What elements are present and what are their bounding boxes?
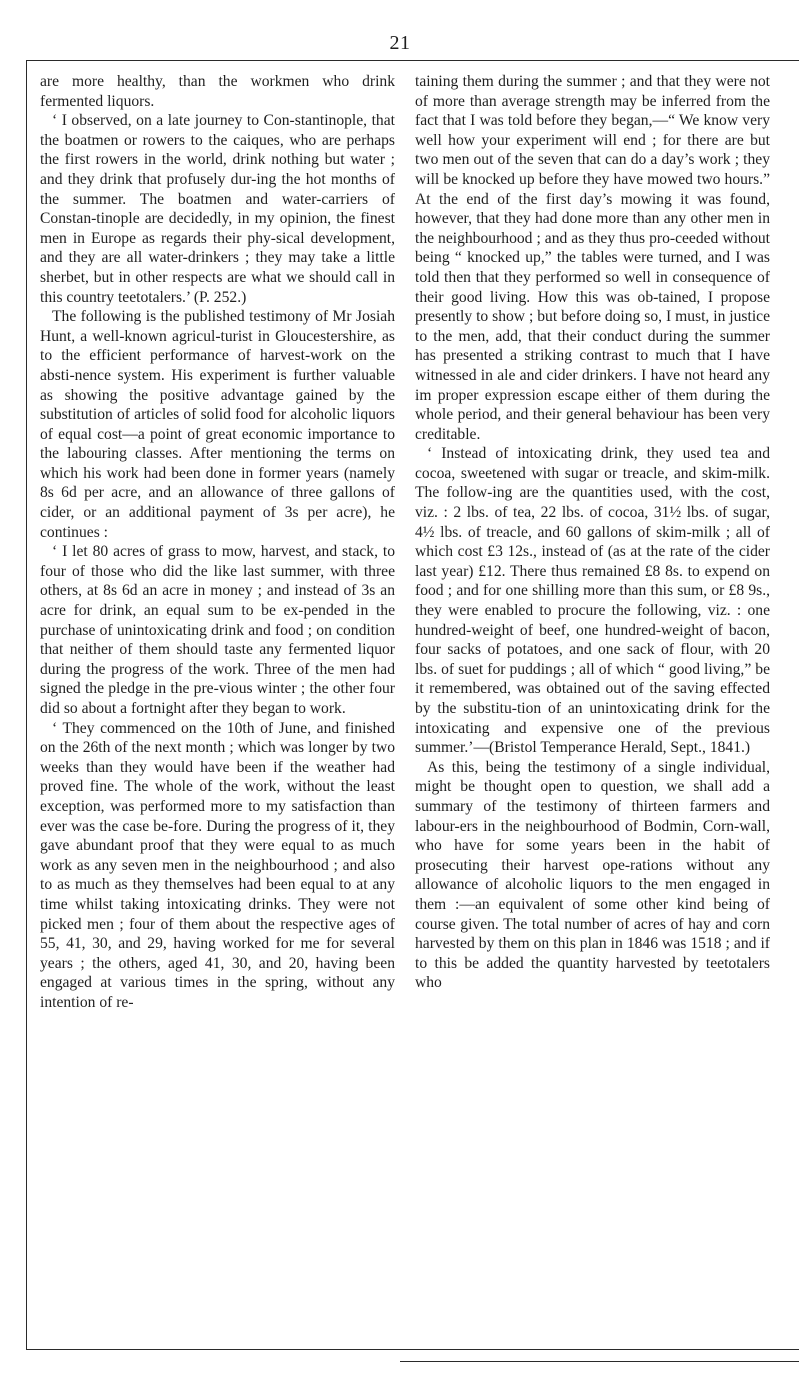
bottom-rule xyxy=(400,1361,799,1362)
left-paragraph-5: ‘ They commenced on the 10th of June, and finished on the 26th of the next month ; which was longer by two weeks than they would have been if the weather had proved fine. The whole of the work, without the least exception, was performed more to my satisfaction than ever was the case be-fore. During the progress of it, they gave abundant proof that they were equal to as much work as any seven men in the neighbourhood ; and also to as much as they themselves had been equal to at any time whilst taking intoxicating drinks. They were not picked men ; four of them about the respective ages of 55, 41, 30, and 29, having worked for me for several years ; the others, aged 41, 30, and 20, having been engaged at various times in the spring, without any intention of re- xyxy=(40,719,395,1011)
left-paragraph-3: The following is the published testimony of Mr Josiah Hunt, a well-known agricul-turist in Gloucestershire, as to the efficient performance of harvest-work on the absti-nence system. His experiment is further valuable as showing the positive advantage gained by the substitution of articles of solid food for alcoholic liquors of equal cost—a point of great economic importance to the labouring classes. After mentioning the terms on which his work had been done in former years (namely 8s 6d per acre, and an allowance of three gallons of cider, or an additional payment of 3s per acre), he continues : xyxy=(40,308,395,541)
left-paragraph-1: are more healthy, than the workmen who drink fermented liquors. xyxy=(40,73,395,110)
left-paragraph-4: ‘ I let 80 acres of grass to mow, harvest, and stack, to four of those who did the like last summer, with three others, at 8s 6d an acre in money ; and instead of 3s an acre for drink, an equal sum to be ex-pended in the purchase of unintoxicating drink and food ; on condition that neither of them should taste any fermented liquor during the progress of the work. Three of the men had signed the pledge in the pre-vious winter ; the other four did so about a fortnight after they began to work. xyxy=(40,543,395,717)
right-paragraph-3: As this, being the testimony of a single individual, might be thought open to question, we shall add a summary of the testimony of thirteen farmers and labour-ers in the neighbourhood of Bodmin, Corn-wall, who have for some years been in the habit of prosecuting their harvest ope-rations without any allowance of alcoholic liquors to the men engaged in them :—an equivalent of some other kind being of course given. The total number of acres of hay and corn harvested by them on this plan in 1846 was 1518 ; and if to this be added the quantity harvested by teetotalers who xyxy=(415,758,770,992)
left-column xyxy=(40,72,395,1013)
left-paragraph-2: ‘ I observed, on a late journey to Con-stantinople, that the boatmen or rowers to the caiques, who are perhaps the first rowers in the world, drink nothing but water ; and they drink that profusely dur-ing the hot months of the summer. The boatmen and water-carriers of Constan-tinople are decidedly, in my opinion, the finest men in Europe as regards their phy-sical development, and they are all water-drinkers ; they may take a little sherbet, but in other respects are what we should call in this country teetotalers.’ (P. 252.) xyxy=(40,112,395,306)
right-column xyxy=(415,72,770,993)
right-paragraph-2: ‘ Instead of intoxicating drink, they used tea and cocoa, sweetened with sugar or treacle, and skim-milk. The follow-ing are the quantities used, with the cost, viz. : 2 lbs. of tea, 22 lbs. of cocoa, 31½ lbs. of sugar, 4½ lbs. of treacle, and 60 gallons of skim-milk ; all of which cost £3 12s., instead of (as at the rate of the cider last year) £12. There thus remained £8 8s. to expend on food ; and for one shilling more than this sum, or £8 9s., they were enabled to procure the following, viz. : one hundred-weight of beef, one hundred-weight of bacon, four sacks of potatoes, and one sack of flour, with 20 lbs. of suet for puddings ; all of which “ good living,” be it remembered, was obtained out of the saving effected by the substitu-tion of an unintoxicating drink for the intoxicating and expensive one of the previous summer.’—(Bristol Temperance Herald, Sept., 1841.) xyxy=(415,445,770,757)
right-paragraph-1: taining them during the summer ; and that they were not of more than average strength may be inferred from the fact that I was told before they began,—“ We know very well how your experiment will end ; for there are but two men out of the seven that can do a day’s work ; they will be knocked up before they have mowed two hours.” At the end of the first day’s mowing it was found, however, that they had done more than any other men in the neighbourhood ; and as they thus pro-ceeded without being “ knocked up,” the tables were turned, and I was told then that they performed so well in consequence of their good living. How this was ob-tained, I propose presently to show ; but before doing so, I must, in justice to the men, add, that their conduct during the summer has presented a striking contrast to much that I have witnessed in ale and cider drinkers. I have not heard any im proper expression escape either of them during the whole period, and their general behaviour has been very creditable. xyxy=(415,73,770,443)
page-number: 21 xyxy=(389,32,411,54)
